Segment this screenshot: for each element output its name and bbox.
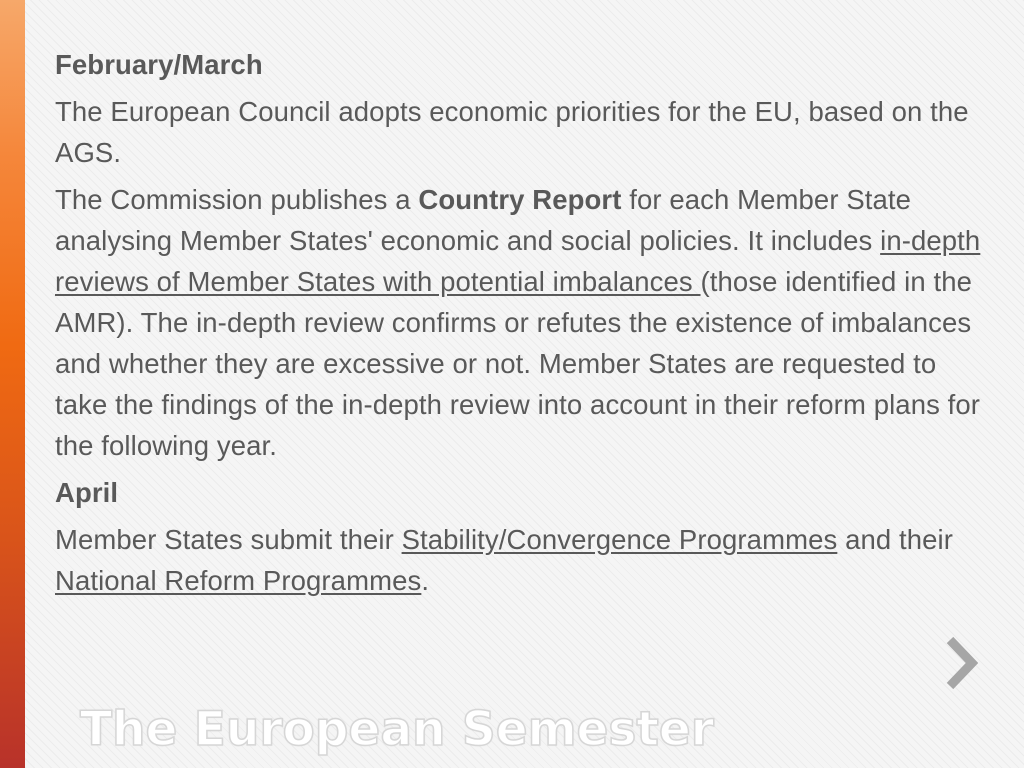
slide-body — [55, 44, 990, 607]
paragraph-text: The Commission publishes a — [55, 184, 419, 215]
heading-april: April — [55, 477, 119, 508]
accent-sidebar-bar — [0, 0, 25, 768]
paragraph-country-report — [55, 179, 990, 466]
paragraph-text: Member States submit their — [55, 524, 402, 555]
paragraph-text: for each Member State analysing Member States' economic and social policies. It includes — [55, 184, 912, 256]
paragraph-text: (those identified in the AMR). The in-depth review confirms or refutes the existence of imbalances and whether they are excessive or not. Member States are requested to take the findings of the in-depth review into account in their reform plans for the following year. — [55, 266, 981, 461]
chevron-right-icon — [944, 636, 978, 690]
in-depth-reviews-link[interactable]: in-depth reviews of Member States with potential imbalances — [55, 225, 981, 297]
paragraph-text: and their — [837, 524, 953, 555]
paragraph-european-council: The European Council adopts economic priorities for the EU, based on the AGS. — [55, 96, 969, 168]
slide-title: The European Semester — [80, 702, 714, 757]
paragraph-text: . — [421, 565, 430, 596]
next-slide-button[interactable] — [938, 628, 984, 698]
heading-february-march: February/March — [55, 49, 263, 80]
country-report-bold: Country Report — [418, 184, 622, 215]
paragraph-member-states-submit — [55, 519, 990, 601]
stability-convergence-link[interactable]: Stability/Convergence Programmes — [401, 524, 838, 555]
national-reform-link[interactable]: National Reform Programmes — [55, 565, 422, 596]
